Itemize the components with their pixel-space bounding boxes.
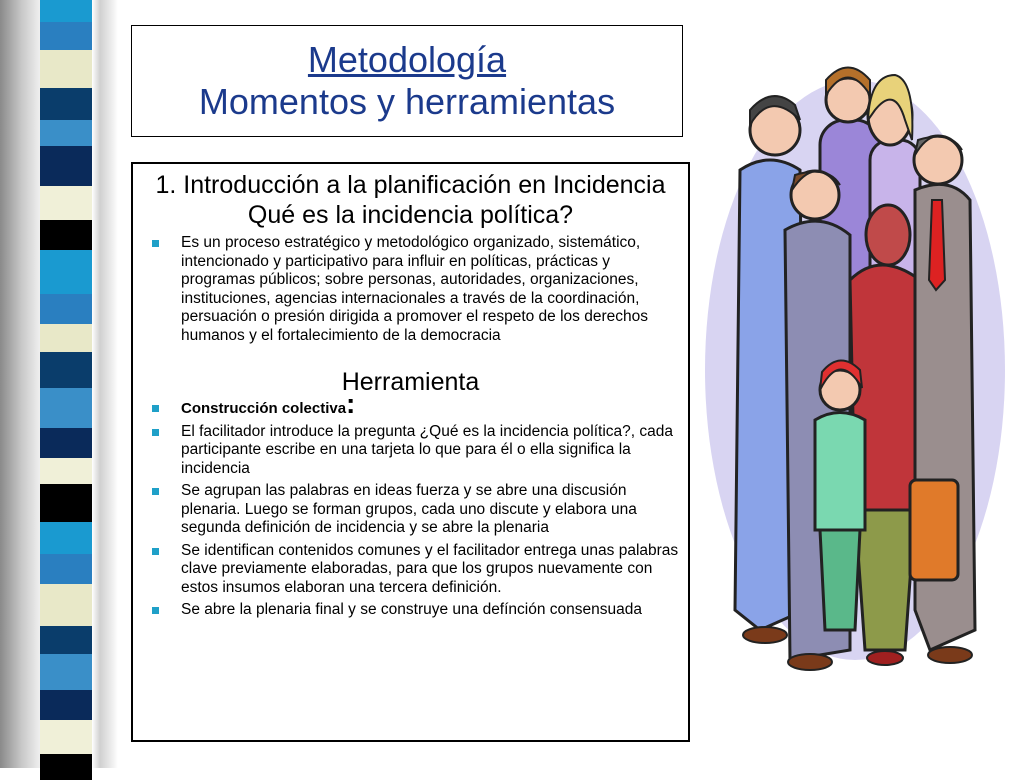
section-heading: 1. Introducción a la planificación en Incidencia — [155, 171, 666, 199]
tool-name: Construcción colectiva — [181, 400, 347, 417]
list-item — [141, 423, 680, 479]
bullet-square-icon — [152, 240, 159, 247]
stripe-segment — [40, 22, 92, 50]
stripe-segment — [40, 484, 92, 522]
stripe-segment — [40, 654, 92, 690]
definition-list — [141, 234, 680, 345]
bullet-square-icon — [152, 607, 159, 614]
stripe-segment — [40, 120, 92, 146]
stripe-segment — [40, 186, 92, 220]
person-head — [866, 205, 910, 265]
step-text: Se abre la plenaria final y se construye una defínción consensuada — [181, 601, 642, 618]
stripe-segment — [40, 720, 92, 754]
title-box — [131, 25, 683, 137]
step-text: Se identifican contenidos comunes y el facilitador entrega unas palabras clave previamente elaboradas, para que los grupos nuevamente con estos insumos elaboran una tercera definición. — [181, 541, 679, 596]
stripe-segment — [40, 324, 92, 352]
shoe-shape — [788, 654, 832, 670]
stripe-segment — [40, 428, 92, 458]
shoe-shape — [743, 627, 787, 643]
stripe-segment — [40, 88, 92, 120]
bullet-square-icon — [152, 405, 159, 412]
content-box — [131, 162, 690, 742]
list-item — [141, 482, 680, 538]
stripe-segment — [40, 250, 92, 294]
tool-colon: : — [346, 388, 356, 419]
bullet-square-icon — [152, 429, 159, 436]
definition-text: Es un proceso estratégico y metodológico organizado, sistemático, intencionado y participativo para influir en políticas, prácticas y programas públicos; sobre personas, autoridades, organizaciones, instituciones, agencias internacionales a través de la coordinación, persuación o presión dirigida a promover el respeto de los derechos humanos y el fortalecimiento de la democracia — [181, 234, 648, 344]
stripe-segment — [40, 554, 92, 584]
list-item — [141, 388, 680, 419]
shoe-shape — [867, 651, 903, 665]
group-of-people-illustration — [700, 50, 1010, 690]
tool-steps-list — [141, 388, 680, 620]
shoe-shape — [928, 647, 972, 663]
orange-bag-shape — [910, 480, 958, 580]
stripe-segment — [40, 388, 92, 428]
list-item — [141, 601, 680, 620]
stripe-segment — [40, 754, 92, 780]
stripe-segment — [40, 626, 92, 654]
stripe-segment — [40, 146, 92, 186]
red-tie-shape — [929, 200, 945, 290]
step-text: Se agrupan las palabras en ideas fuerza y se abre una discusión plenaria. Luego se forman grupos, cada uno discute y elabora una segunda definición de incidencia y se abre la plenaria — [181, 482, 637, 536]
step-text: El facilitador introduce la pregunta ¿Qué es la incidencia política?, cada participante escribe en una tarjeta lo que para él o ella significa la incidencia — [181, 422, 673, 477]
question-heading: Qué es la incidencia política? — [247, 201, 574, 229]
stripe-segment — [40, 294, 92, 324]
tool-heading: Herramienta — [341, 368, 480, 396]
stripe-segment — [40, 352, 92, 388]
stripe-segment — [40, 0, 92, 22]
bullet-square-icon — [152, 488, 159, 495]
slide-title: Metodología — [307, 39, 507, 80]
list-item — [141, 234, 680, 345]
stripe-segment — [40, 220, 92, 250]
stripe-segment — [40, 690, 92, 720]
list-item — [141, 542, 680, 598]
child-legs — [820, 530, 860, 630]
stripe-segment — [40, 50, 92, 88]
child-green — [815, 413, 865, 531]
left-decorative-stripe — [40, 0, 92, 768]
bullet-square-icon — [152, 548, 159, 555]
stripe-segment — [40, 522, 92, 554]
stripe-segment — [40, 458, 92, 484]
slide-subtitle: Momentos y herramientas — [198, 81, 616, 122]
stripe-segment — [40, 584, 92, 626]
